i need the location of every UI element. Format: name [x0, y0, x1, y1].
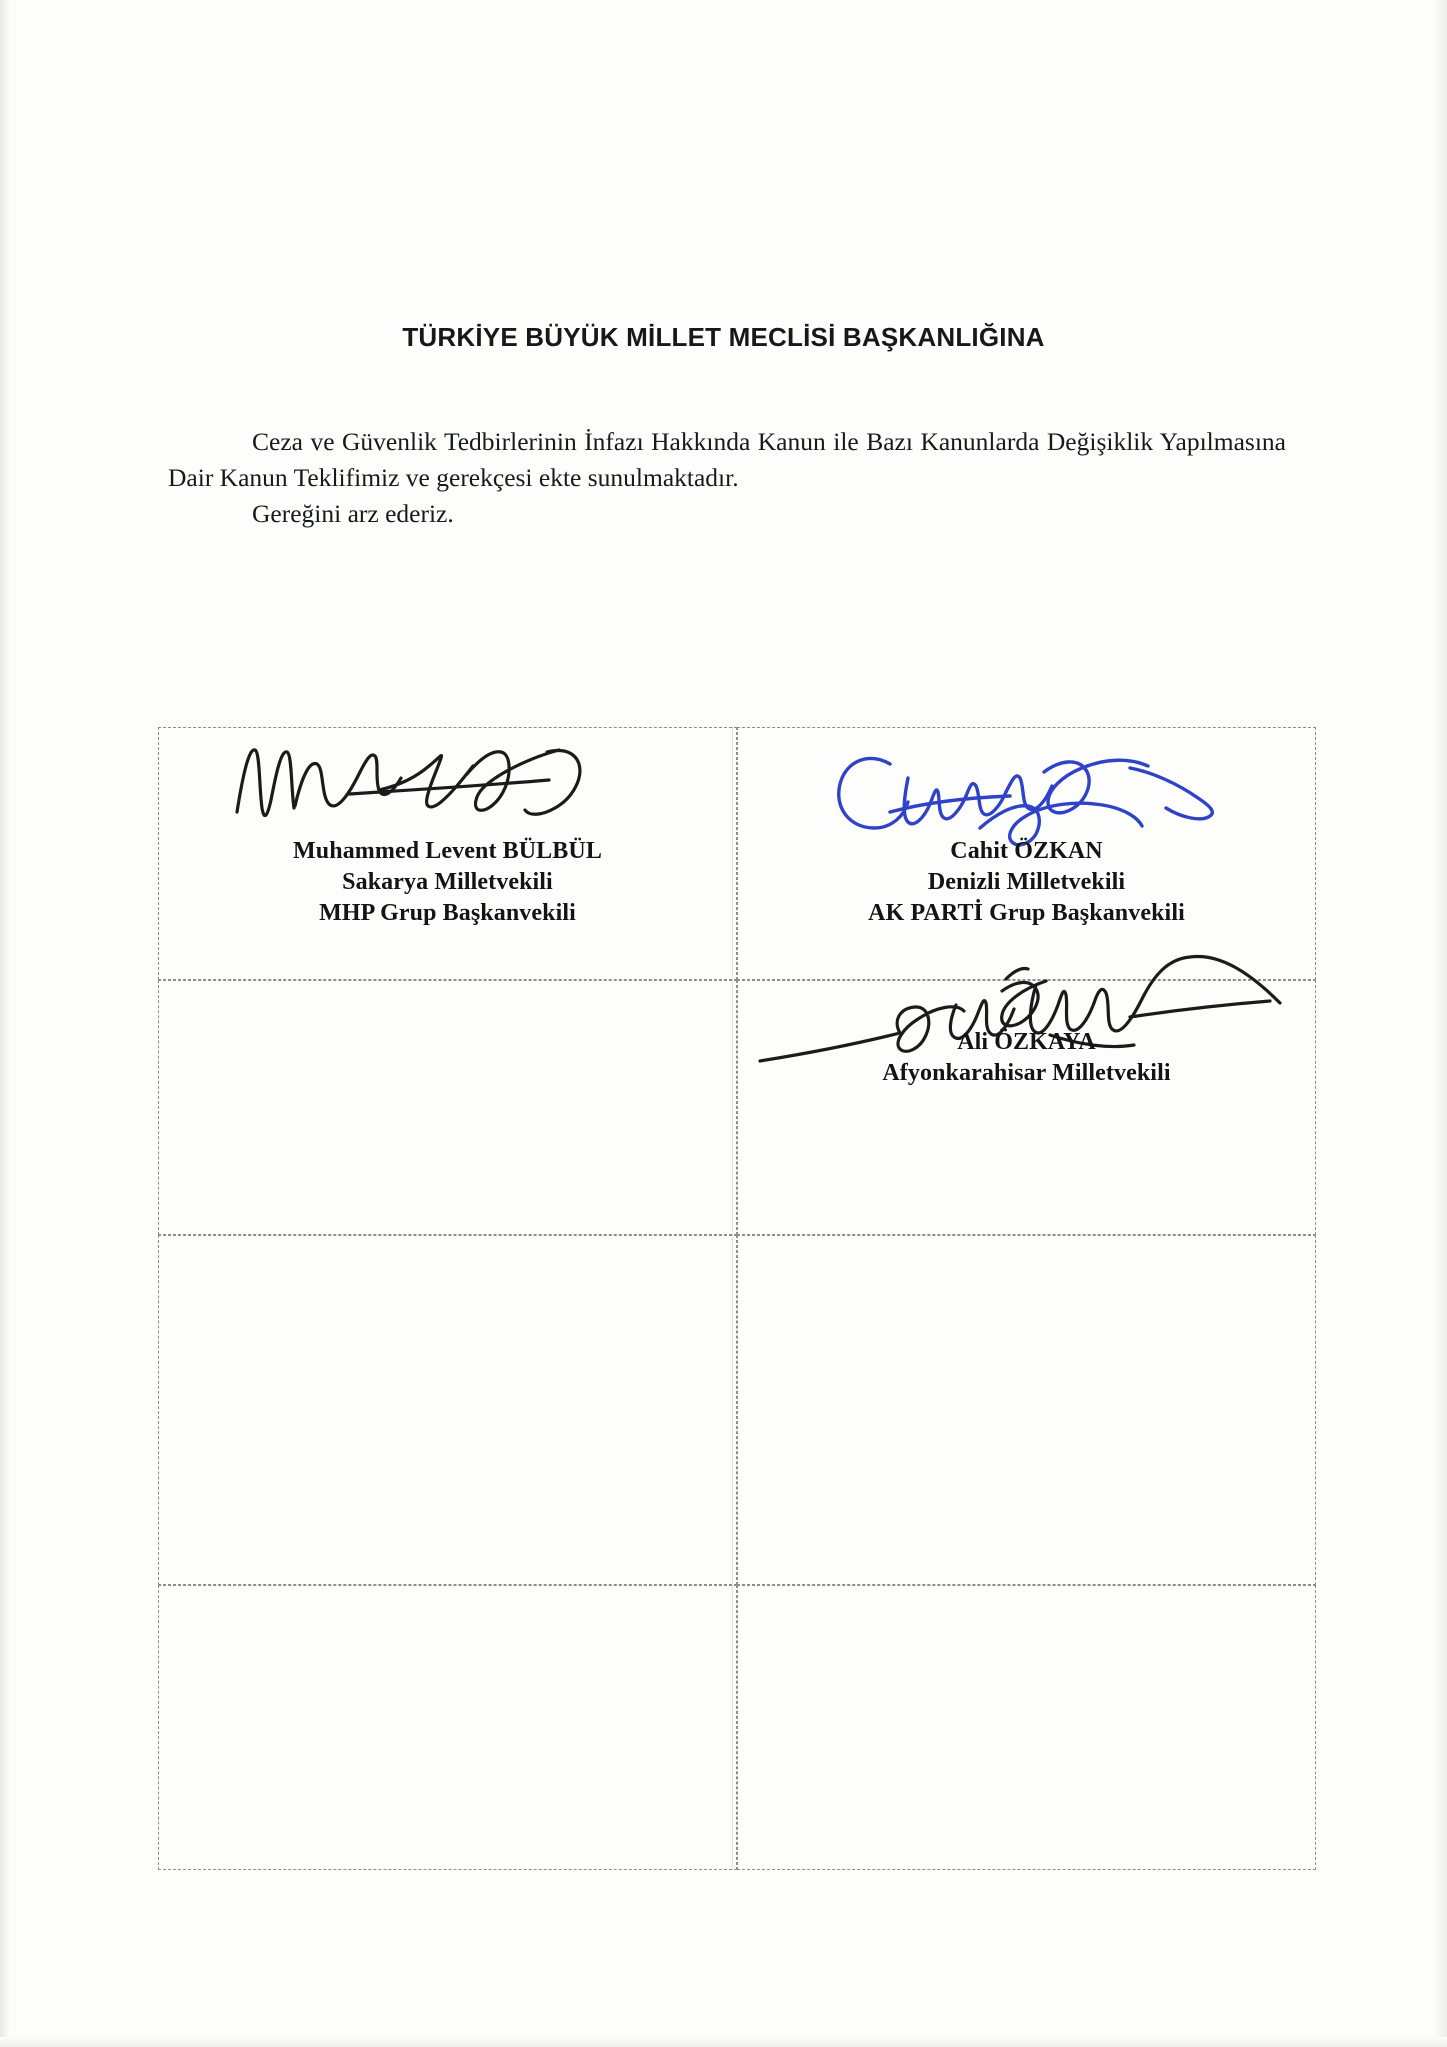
grid-seam: [732, 727, 733, 1870]
signature-grid: [158, 727, 1316, 1870]
signature-cell-7: [158, 1585, 737, 1870]
signature-cell-3: [158, 980, 737, 1235]
signature-cell-8: [737, 1585, 1316, 1870]
signature-label-2: [738, 836, 1315, 930]
signature-constituency-2: Denizli Milletvekili: [927, 869, 1126, 896]
body-paragraph-1: Ceza ve Güvenlik Tedbirlerinin İnfazı Hakkında Kanun ile Bazı Kanunlarda Değişiklik Yapılmasına Dair Kanun Teklifimiz ve gerekçesi ekte sunulmaktadır.: [168, 427, 1286, 493]
document-body: [168, 424, 1286, 533]
scan-edge-bottom: [0, 2037, 1447, 2047]
signature-cell-4: [737, 980, 1316, 1235]
signature-constituency-3: Afyonkarahisar Milletvekili: [882, 1060, 1171, 1087]
signature-label-3: [738, 1027, 1315, 1089]
signature-label-1: [159, 836, 736, 930]
page-title: TÜRKİYE BÜYÜK MİLLET MECLİSİ BAŞKANLIĞINA: [402, 322, 1045, 352]
signature-role-2: AK PARTİ Grup Başkanvekili: [868, 900, 1185, 927]
signature-cell-2: [737, 727, 1316, 980]
scan-edge-left: [0, 0, 10, 2047]
signature-cell-6: [737, 1235, 1316, 1585]
signature-name-3: Ali ÖZKAYA: [957, 1029, 1096, 1055]
signature-name-2: Cahit ÖZKAN: [950, 838, 1103, 864]
scan-edge-right: [1433, 0, 1447, 2047]
signature-name-1: Muhammed Levent BÜLBÜL: [293, 838, 602, 864]
signature-ink-bulbul: [229, 734, 649, 834]
signature-constituency-1: Sakarya Milletvekili: [342, 869, 553, 896]
body-paragraph-2: Gereğini arz ederiz.: [252, 499, 454, 529]
signature-cell-1: [158, 727, 737, 980]
signature-role-1: MHP Grup Başkanvekili: [319, 900, 576, 927]
signature-cell-5: [158, 1235, 737, 1585]
